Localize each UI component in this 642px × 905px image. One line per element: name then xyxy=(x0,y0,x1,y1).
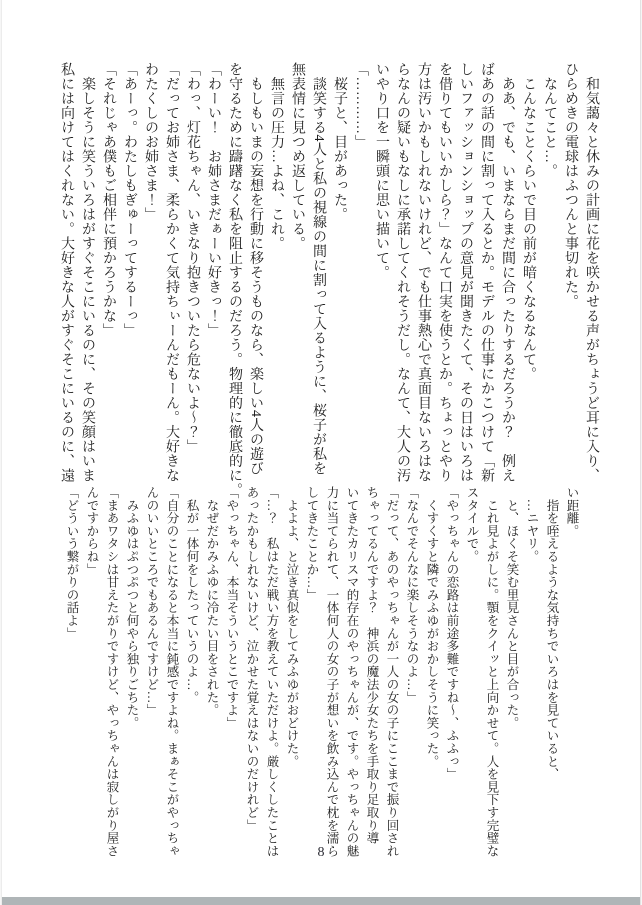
text-line: 力に当てられて、一体何人の女の子が想いを飲み込んで枕を濡ら xyxy=(325,486,339,858)
lower-text-block xyxy=(62,486,582,866)
upper-text-block xyxy=(56,62,602,497)
text-line: 「だってお姉さま、柔らかくて気持ちぃーんだもーん。大好きな xyxy=(164,62,179,483)
text-line: なんてこと…。 xyxy=(542,62,557,178)
text-line: 「やっちゃんの恋路は前途多難ですね～、ふふっ」 xyxy=(445,486,459,781)
text-line: なぜだかみふゆに冷たい目をされた。 xyxy=(205,486,219,717)
book-page xyxy=(1,0,641,905)
text-line: 「まあワタシは甘えたがりですけど、やっちゃんは寂しがり屋さ xyxy=(105,486,119,858)
text-line: 「わーい！ お姉さまだぁーい好きっ！」 xyxy=(206,62,221,338)
text-line: 「わっ、灯花ちゃん、いきなり抱きついたら危ないよ～？」 xyxy=(185,62,200,454)
text-line: 「なんでそんなに楽しそうなのよ…」 xyxy=(405,486,419,704)
text-line: …ニヤリ。 xyxy=(525,486,539,563)
text-line: ばあの話の間に割って入るとか。モデルの仕事にかこつけて「新 xyxy=(479,62,494,483)
text-line: 無表情に見つめ返している。 xyxy=(290,62,305,251)
text-line: スタイルで。 xyxy=(465,486,479,563)
text-line: ああ、でも、いまならまだ間に合ったりするだろうか？ 例え xyxy=(500,62,515,483)
text-line: ひらめきの電球はふつんと事切れた。 xyxy=(563,62,578,309)
text-line: 「どういう繋がりの話よ」 xyxy=(65,486,79,640)
text-line: んですからね」 xyxy=(85,486,99,576)
text-line: 私が一体何をしたっていうのよ…。 xyxy=(185,486,199,704)
text-line: くすくすと隣でみふゆがおかしそうに笑った。 xyxy=(425,486,439,768)
page-bottom-edge xyxy=(2,897,640,905)
text-line: 指を咥えるような気持ちでいろはを見ていると、 xyxy=(545,486,559,781)
text-line: らなんの疑いもなしに承諾してくれそうだし。なんて、大人の汚 xyxy=(395,62,410,483)
text-line: 和気藹々と休みの計画に花を咲かせる声がちょうど耳に入り、 xyxy=(584,62,599,483)
text-line: と、ほくそ笑む里見さんと目が合った。 xyxy=(505,486,519,730)
text-line: 「…………」 xyxy=(353,62,368,149)
text-line: あったかもしれないけど、泣かせた覚えはないのだけれど」 xyxy=(245,486,259,832)
text-line: 談笑する4人と私の視線の間に割って入るように、桜子が私を xyxy=(311,62,326,476)
text-line: ちゃってるんですよ？ 神浜の魔法少女たちを手取り足取り導 xyxy=(365,486,379,845)
text-line: してきたことか…」 xyxy=(305,486,319,602)
text-line: 「あーっ。わたしもぎゅーってするーっ」 xyxy=(122,62,137,338)
text-line: これ見よがしに。顎をクイッと上向かせて。人を見下す完璧な xyxy=(485,486,499,858)
text-line: んのいいところでもあるんですけど…」 xyxy=(145,486,159,717)
text-line: を借りてもいいかしら？」なんて口実を使うとか。ちょっとやり xyxy=(437,62,452,483)
page-number: 8 xyxy=(317,845,325,860)
text-line: しいファッションショップの意見が聞きたくて、その日はいろは xyxy=(458,62,473,483)
text-line: 「それじゃあ僕もご相伴に預かろうかな」 xyxy=(101,62,116,338)
text-line: を守るために躊躇なく私を阻止するのだろう。物理的に徹底的に。 xyxy=(227,62,242,497)
text-line: 「…？ 私はただ戦い方を教えていただけよ。厳しくしたことは xyxy=(265,486,279,858)
text-line: 「だって、あのやっちゃんが一人の女の子にここまで振り回され xyxy=(385,486,399,858)
text-line: いやり口を一瞬頭に思い描いて。 xyxy=(374,62,389,280)
text-line: い距離。 xyxy=(565,486,579,538)
text-line: 桜子と、目があった。 xyxy=(332,62,347,222)
text-line: みふゆはぷつぷつと何やら独りごちた。 xyxy=(125,486,139,730)
text-line: いてきたカリスマ的存在のやっちゃんが、です。やっちゃんの魅 xyxy=(345,486,359,858)
text-line: 「やっちゃん、本当そういうとこですよ」 xyxy=(225,486,239,730)
text-line: よよよ、と泣き真似をしてみふゆがおどけた。 xyxy=(285,486,299,768)
text-line: 私には向けてはくれない。大好きな人がすぐそこにいるのに、遠 xyxy=(59,62,74,483)
text-line: もしもいまの妄想を行動に移そうものなら、楽しい4人の遊び xyxy=(248,62,263,476)
text-line: 「自分のことになると本当に鈍感ですよね。まぁそこがやっちゃ xyxy=(165,486,179,858)
text-line: 方は汚いかもしれないけれど、でも仕事熱心で真面目ないろはな xyxy=(416,62,431,483)
text-line: 楽しそうに笑ういろはがすぐそこにいるのに、その笑顔はいま xyxy=(80,62,95,483)
text-line: わたくしのお姉さま！」 xyxy=(143,62,158,222)
text-line: こんなことくらいで目の前が暗くなるなんて。 xyxy=(521,62,536,381)
text-line: 無言の圧力…よね、これ。 xyxy=(269,62,284,251)
